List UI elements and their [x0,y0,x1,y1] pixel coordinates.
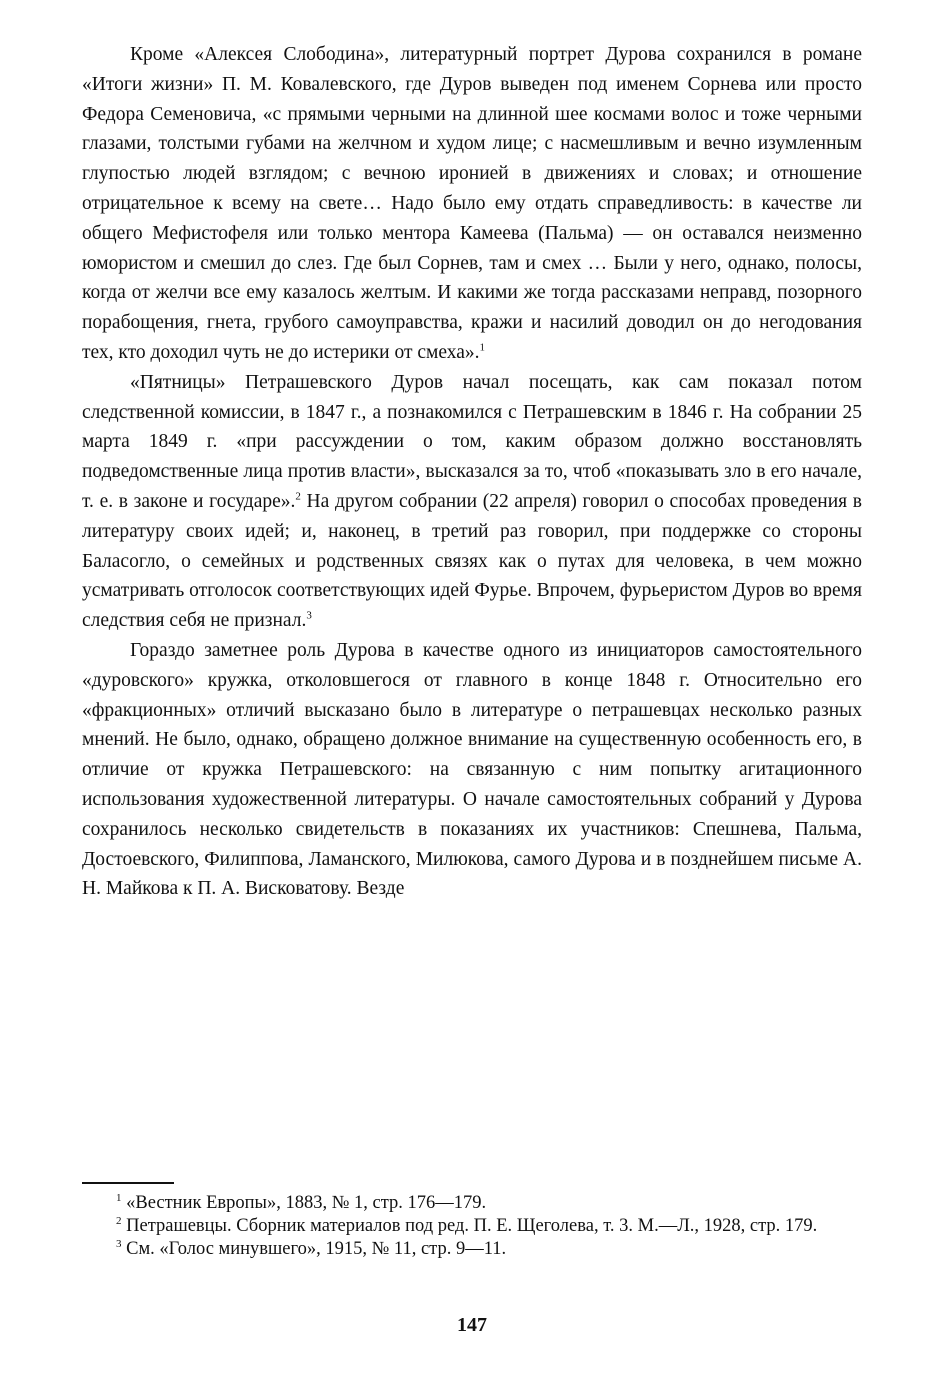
footnote-mark: 1 [116,1191,122,1204]
main-text [82,40,862,904]
footnote-text: Петрашевцы. Сборник материалов под ред. П. Е. Щеголева, т. 3. М.—Л., 1928, стр. 179. [126,1216,818,1236]
paragraph-text: «Пятницы» Петрашевского Дуров начал посещать, как сам показал потом следственной комиссии, в 1847 г., а познакомился с Петрашевским в 1846 г. На собрании 25 марта 1849 г. «при рассуждении о том, каким образом должно восстановлять подведомственные лица против власти», высказался за то, чтоб «показывать зло в его начале, т. е. в законе и государе». [82,371,862,512]
paragraph-1 [82,40,862,368]
page-number: 147 [457,1314,487,1336]
paragraph-text: Кроме «Алексея Слободина», литературный портрет Дурова сохранился в романе «Итоги жизни» П. М. Ковалевского, где Дуров выведен под именем Сорнева или просто Федора Семеновича, «с прямыми черными на длинной шее космами волос и тоже черными глазами, толстыми губами на желчном и худом лице; с насмешливым и вечно изумленным глупостью людей взглядом; с вечною иронией в движениях и словах; и отношение отрицательное к всему на свете… Надо было ему отдать справедливость: в качестве ли общего Мефистофеля или только ментора Камеева (Пальма) — он оставался неизменно юмористом и смешил до слез. Где был Сорнев, там и смех … Были у него, однако, полосы, когда от желчи все ему казалось желтым. И какими же тогда рассказами неправд, позорного порабощения, гнета, грубого самоуправства, кражи и насилий доводил он до негодования тех, кто доходил чуть не до истерики от смеха». [82,44,862,363]
footnote-mark: 3 [116,1237,122,1250]
paragraph-text: Гораздо заметнее роль Дурова в качестве одного из инициаторов самостоятельного «дуровского» кружка, отколовшегося от главного в конце 1848 г. Относительно его «фракционных» отличий высказано было в литературе о петрашевцах несколько разных мнений. Не было, однако, обращено должное внимание на существенную особенность его, в отличие от кружка Петрашевского: на связанную с ним попытку агитационного использования художественной литературы. О начале самостоятельных собраний у Дурова сохранилось несколько свидетельств в показаниях их участников: Спешнева, Пальма, Достоевского, Филиппова, Ламанского, Милюкова, самого Дурова и в позднейшем письме А. Н. Майкова к П. А. Висковатову. Везде [82,639,862,900]
footnote-ref-1: 1 [479,341,486,354]
paragraph-text-continued: На другом собрании (22 апреля) говорил о способах проведения в литературу своих идей; и, наконец, в третий раз говорил, при поддержке со стороны Баласогло, о семейных и родственных связях как о путах для человека, в чем можно усматривать отголосок соответствующих идей Фурье. Впрочем, фурьеристом Дуров во время следствия себя не признал. [82,490,862,632]
footnote-text: «Вестник Европы», 1883, № 1, стр. 176—179. [126,1193,487,1213]
footnote-divider [82,1182,174,1184]
footnote-2 [82,1215,862,1238]
footnote-ref-3: 3 [306,609,312,622]
footnote-ref-2: 2 [295,490,301,503]
paragraph-3 [82,636,862,904]
footnote-1 [82,1192,862,1215]
footnotes [82,1192,862,1261]
footnote-text: См. «Голос минувшего», 1915, № 11, стр. 9—11. [126,1239,507,1259]
paragraph-2 [82,368,862,636]
footnote-mark: 2 [116,1214,122,1227]
footnote-3 [82,1238,862,1261]
